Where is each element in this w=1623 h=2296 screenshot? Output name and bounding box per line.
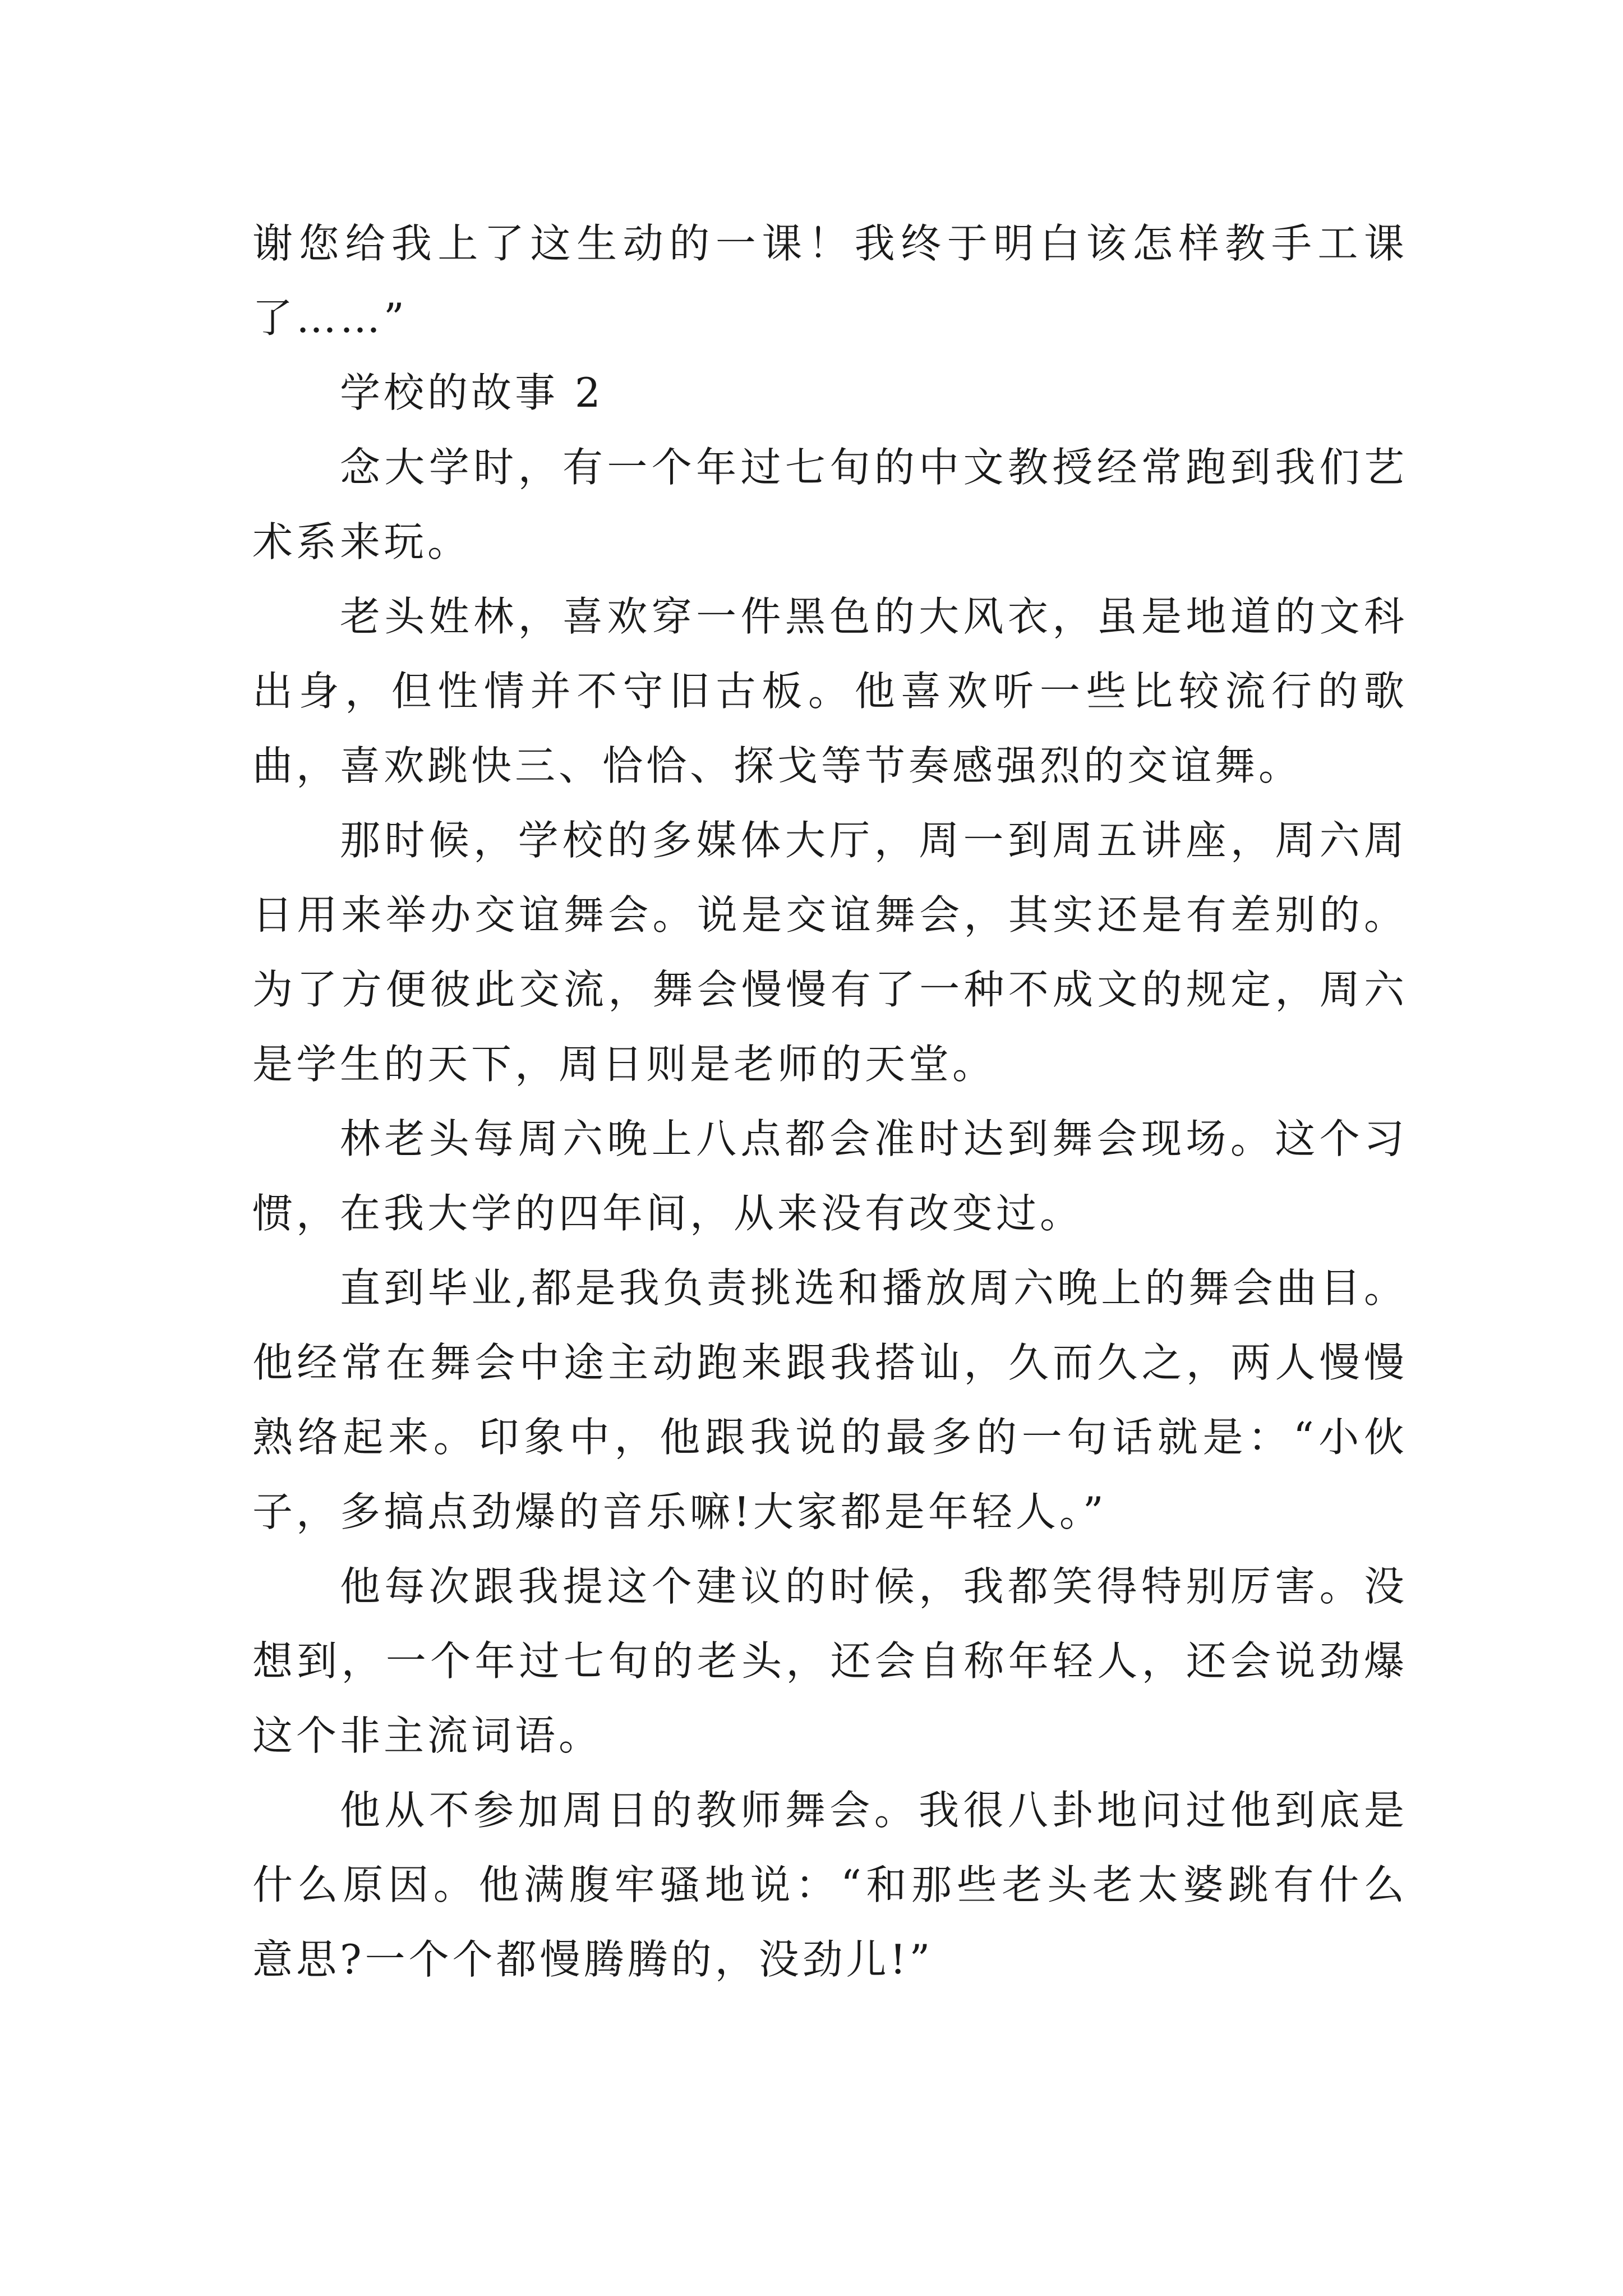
paragraph: 老头姓林，喜欢穿一件黑色的大风衣，虽是地道的文科出身，但性情并不守旧古板。他喜欢听一些比较流行的歌曲，喜欢跳快三、恰恰、探戈等节奏感强烈的交谊舞。 xyxy=(252,593,1408,789)
paragraph: 他从不参加周日的教师舞会。我很八卦地问过他到底是什么原因。他满腹牢骚地说：“和那些老头老太婆跳有什么意思?一个个都慢腾腾的，没劲儿!” xyxy=(252,1787,1408,1983)
section-heading: 学校的故事 2 xyxy=(340,369,604,416)
paragraph: 直到毕业,都是我负责挑选和播放周六晚上的舞会曲目。他经常在舞会中途主动跑来跟我搭讪，久而久之，两人慢慢熟络起来。印象中，他跟我说的最多的一句话就是：“小伙子，多搞点劲爆的音乐嘛!大家都是年轻人。” xyxy=(252,1264,1408,1535)
paragraph-continuation: 谢您给我上了这生动的一课！我终于明白该怎样教手工课了……” xyxy=(252,220,1408,342)
paragraph: 那时候，学校的多媒体大厅，周一到周五讲座，周六周日用来举办交谊舞会。说是交谊舞会，其实还是有差别的。为了方便彼此交流，舞会慢慢有了一种不成文的规定，周六是学生的天下，周日则是老师的天堂。 xyxy=(252,817,1408,1088)
paragraph: 他每次跟我提这个建议的时候，我都笑得特别厉害。没想到，一个年过七旬的老头，还会自称年轻人，还会说劲爆这个非主流词语。 xyxy=(252,1563,1408,1759)
document-body xyxy=(252,206,1408,1997)
paragraph: 念大学时，有一个年过七旬的中文教授经常跑到我们艺术系来玩。 xyxy=(252,444,1408,565)
paragraph: 林老头每周六晚上八点都会准时达到舞会现场。这个习惯，在我大学的四年间，从来没有改变过。 xyxy=(252,1115,1408,1237)
